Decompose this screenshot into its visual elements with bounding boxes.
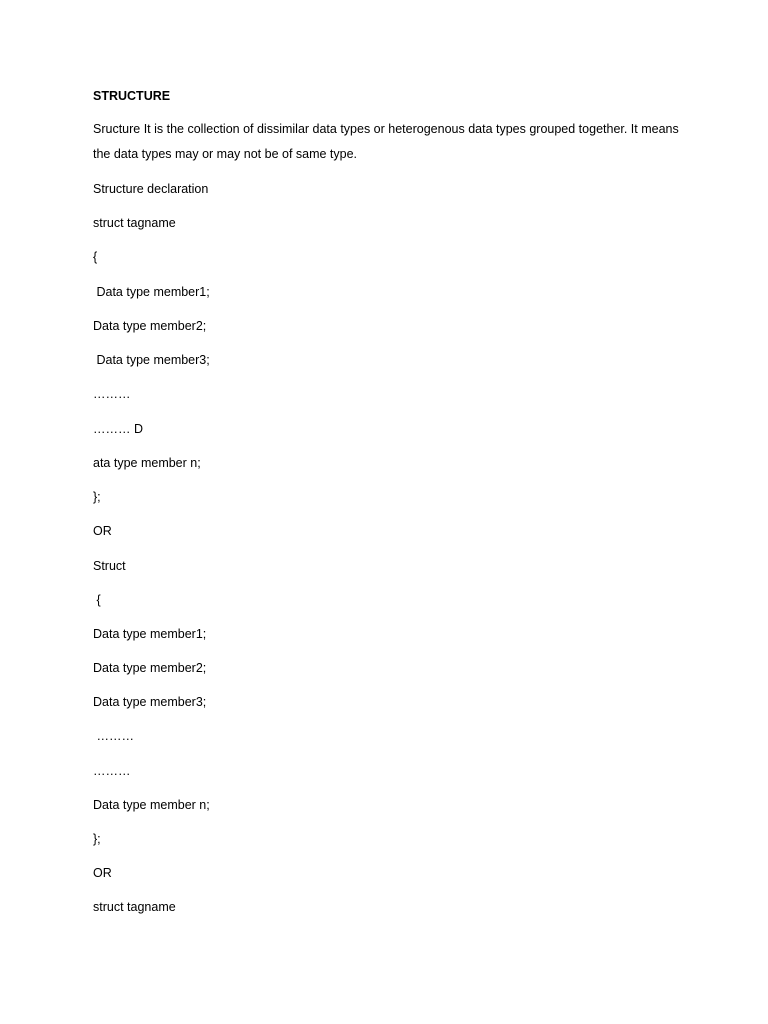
text-line: ……… [93, 387, 131, 401]
text-line: Data type member3; [93, 353, 210, 367]
text-line: }; [93, 832, 101, 846]
text-line: ……… [93, 764, 131, 778]
text-line: struct tagname [93, 900, 176, 914]
text-line: Structure declaration [93, 182, 209, 196]
text-line: Data type member2; [93, 319, 207, 333]
text-line: ……… D [93, 422, 143, 436]
text-line: { [93, 593, 101, 607]
text-line: }; [93, 490, 101, 504]
text-line: OR [93, 524, 112, 538]
text-line: OR [93, 866, 112, 880]
text-line: ata type member n; [93, 456, 201, 470]
text-line: Data type member1; [93, 627, 207, 641]
document-title: STRUCTURE [93, 89, 171, 103]
text-line: Struct [93, 559, 126, 573]
text-line: Data type member2; [93, 661, 207, 675]
text-line: Data type member3; [93, 695, 207, 709]
text-line: Data type member n; [93, 798, 210, 812]
text-line: ……… [93, 729, 134, 743]
definition-paragraph: Sructure It is the collection of dissimilar data types or heterogenous data types grouped together. It means the data types may or may not be of same type. [93, 122, 679, 161]
text-line: { [93, 250, 98, 264]
text-line: struct tagname [93, 216, 176, 230]
text-line: Data type member1; [93, 285, 210, 299]
